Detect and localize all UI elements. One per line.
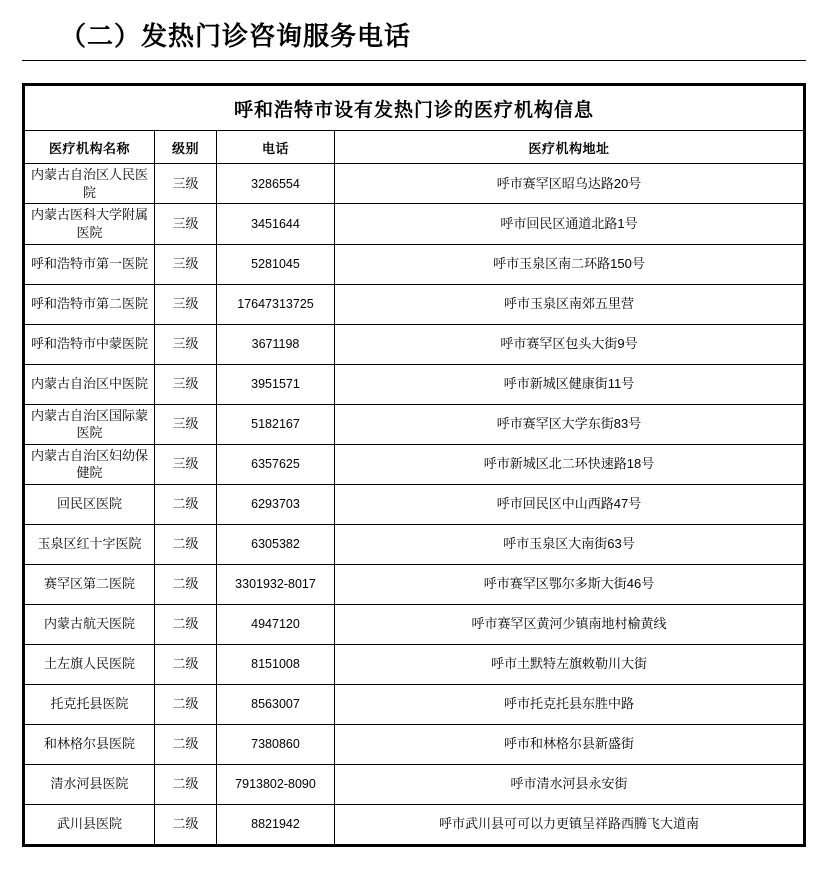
table-title: 呼和浩特市设有发热门诊的医疗机构信息 <box>25 86 804 131</box>
cell-level: 二级 <box>155 764 217 804</box>
column-header-level: 级别 <box>155 131 217 164</box>
page-title: （二）发热门诊咨询服务电话 <box>60 21 412 51</box>
table-row <box>25 684 804 724</box>
column-header-phone: 电话 <box>217 131 335 164</box>
cell-level: 二级 <box>155 524 217 564</box>
column-header-address: 医疗机构地址 <box>335 131 804 164</box>
cell-address: 呼市新城区北二环快速路18号 <box>335 444 804 484</box>
cell-institution-name: 土左旗人民医院 <box>25 644 155 684</box>
clinic-table <box>24 85 804 844</box>
cell-address: 呼市赛罕区鄂尔多斯大街46号 <box>335 564 804 604</box>
cell-address: 呼市玉泉区大南街63号 <box>335 524 804 564</box>
cell-level: 三级 <box>155 444 217 484</box>
cell-level: 二级 <box>155 564 217 604</box>
cell-institution-name: 呼和浩特市第一医院 <box>25 244 155 284</box>
cell-level: 二级 <box>155 724 217 764</box>
cell-address: 呼市赛罕区包头大街9号 <box>335 324 804 364</box>
cell-institution-name: 内蒙古自治区中医院 <box>25 364 155 404</box>
table-row <box>25 804 804 844</box>
cell-institution-name: 和林格尔县医院 <box>25 724 155 764</box>
cell-phone: 6305382 <box>217 524 335 564</box>
cell-address: 呼市赛罕区大学东街83号 <box>335 404 804 444</box>
table-row <box>25 484 804 524</box>
column-header-name: 医疗机构名称 <box>25 131 155 164</box>
cell-institution-name: 托克托县医院 <box>25 684 155 724</box>
cell-address: 呼市托克托县东胜中路 <box>335 684 804 724</box>
table-row <box>25 244 804 284</box>
table-row <box>25 564 804 604</box>
cell-address: 呼市清水河县永安街 <box>335 764 804 804</box>
cell-phone: 8563007 <box>217 684 335 724</box>
table-row <box>25 724 804 764</box>
cell-phone: 6357625 <box>217 444 335 484</box>
cell-level: 三级 <box>155 364 217 404</box>
cell-level: 三级 <box>155 164 217 204</box>
cell-institution-name: 武川县医院 <box>25 804 155 844</box>
cell-level: 三级 <box>155 404 217 444</box>
cell-address: 呼市赛罕区昭乌达路20号 <box>335 164 804 204</box>
cell-institution-name: 玉泉区红十字医院 <box>25 524 155 564</box>
cell-level: 二级 <box>155 804 217 844</box>
cell-level: 三级 <box>155 204 217 244</box>
cell-phone: 3301932-8017 <box>217 564 335 604</box>
cell-institution-name: 赛罕区第二医院 <box>25 564 155 604</box>
cell-phone: 7380860 <box>217 724 335 764</box>
table-row <box>25 604 804 644</box>
cell-level: 二级 <box>155 484 217 524</box>
table-row <box>25 204 804 244</box>
cell-phone: 3286554 <box>217 164 335 204</box>
cell-institution-name: 回民区医院 <box>25 484 155 524</box>
cell-level: 三级 <box>155 244 217 284</box>
cell-phone: 5281045 <box>217 244 335 284</box>
table-row <box>25 164 804 204</box>
cell-level: 三级 <box>155 324 217 364</box>
table-body <box>25 164 804 844</box>
cell-phone: 8151008 <box>217 644 335 684</box>
table-header-row <box>25 131 804 164</box>
cell-address: 呼市玉泉区南郊五里营 <box>335 284 804 324</box>
cell-level: 二级 <box>155 604 217 644</box>
table-row <box>25 364 804 404</box>
table-row <box>25 284 804 324</box>
cell-institution-name: 内蒙古自治区人民医院 <box>25 164 155 204</box>
cell-phone: 3451644 <box>217 204 335 244</box>
cell-address: 呼市赛罕区黄河少镇南地村榆黄线 <box>335 604 804 644</box>
cell-level: 二级 <box>155 644 217 684</box>
cell-level: 二级 <box>155 684 217 724</box>
cell-phone: 6293703 <box>217 484 335 524</box>
cell-phone: 5182167 <box>217 404 335 444</box>
cell-phone: 8821942 <box>217 804 335 844</box>
cell-level: 三级 <box>155 284 217 324</box>
cell-institution-name: 呼和浩特市中蒙医院 <box>25 324 155 364</box>
cell-institution-name: 清水河县医院 <box>25 764 155 804</box>
cell-phone: 7913802-8090 <box>217 764 335 804</box>
cell-institution-name: 内蒙古自治区妇幼保健院 <box>25 444 155 484</box>
cell-institution-name: 内蒙古航天医院 <box>25 604 155 644</box>
cell-institution-name: 内蒙古自治区国际蒙医院 <box>25 404 155 444</box>
cell-phone: 4947120 <box>217 604 335 644</box>
cell-phone: 3671198 <box>217 324 335 364</box>
cell-address: 呼市和林格尔县新盛街 <box>335 724 804 764</box>
heading-divider <box>22 60 806 61</box>
table-row <box>25 444 804 484</box>
table-row <box>25 644 804 684</box>
table-row <box>25 324 804 364</box>
cell-address: 呼市土默特左旗敕勒川大街 <box>335 644 804 684</box>
cell-institution-name: 呼和浩特市第二医院 <box>25 284 155 324</box>
cell-phone: 3951571 <box>217 364 335 404</box>
cell-address: 呼市新城区健康街11号 <box>335 364 804 404</box>
table-row <box>25 764 804 804</box>
cell-address: 呼市武川县可可以力更镇呈祥路西腾飞大道南 <box>335 804 804 844</box>
clinic-table-container <box>22 83 806 846</box>
table-title-row <box>25 86 804 131</box>
table-row <box>25 524 804 564</box>
cell-phone: 17647313725 <box>217 284 335 324</box>
cell-address: 呼市回民区通道北路1号 <box>335 204 804 244</box>
cell-institution-name: 内蒙古医科大学附属医院 <box>25 204 155 244</box>
cell-address: 呼市玉泉区南二环路150号 <box>335 244 804 284</box>
table-row <box>25 404 804 444</box>
cell-address: 呼市回民区中山西路47号 <box>335 484 804 524</box>
